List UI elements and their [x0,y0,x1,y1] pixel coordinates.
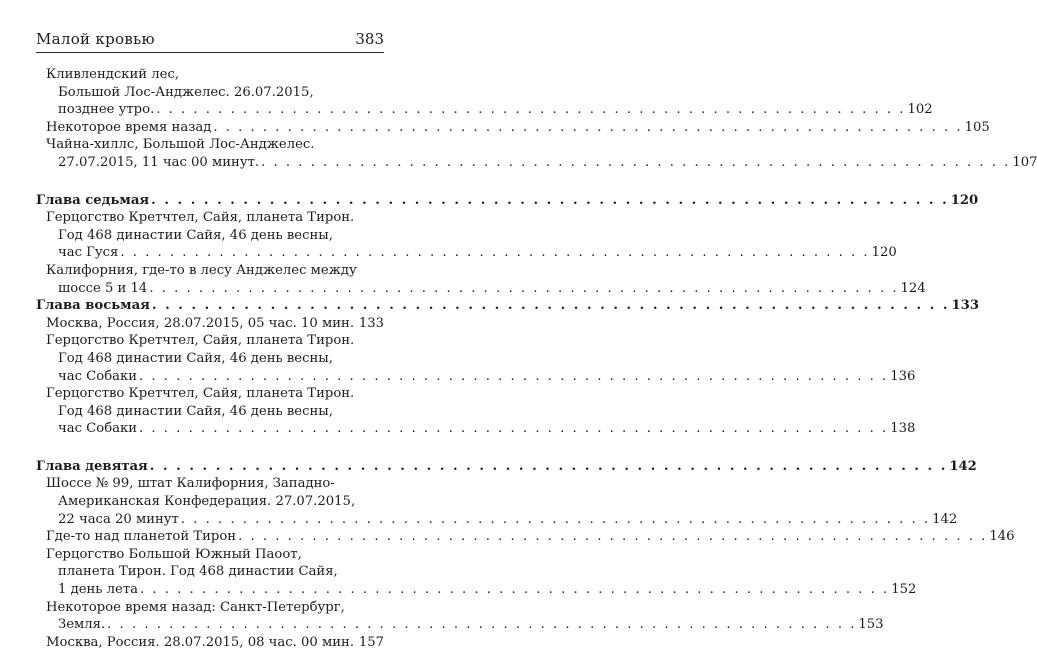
toc-line [36,528,1015,546]
toc-text: Глава девятая [36,458,148,474]
toc-line [36,66,384,84]
toc-gap [36,438,384,458]
toc-line [36,616,884,634]
toc-line [36,546,384,564]
toc-page-number: 136 [890,368,916,384]
leader-dots: . . . . . . . . . . . . . . . . . . . . . . . . . . . . . . . . . . . . . . . . . . . . . . . . . . . . . . . . . . . . . [151,192,949,208]
leader-dots: . . . . . . . . . . . . . . . . . . . . . . . . . . . . . . . . . . . . . . . . . . . . . . . . . . . . . . . . . . . . . [120,245,870,261]
toc-page-number: 105 [964,119,990,135]
leader-dots: . . . . . . . . . . . . . . . . . . . . . . . . . . . . . . . . . . . . . . . . . . . . . . . . . . . . . . . . . . . . . [107,617,857,633]
toc-line [36,154,1037,172]
table-of-contents [36,66,1037,651]
toc-line [36,385,384,403]
toc-text: Некоторое время назад [46,119,212,135]
toc-entry[interactable] [36,315,384,333]
toc-text: Герцогство Кретчтел, Сайя, планета Тирон. [46,210,355,226]
toc-entry[interactable] [36,209,897,262]
toc-text: позднее утро. [58,102,155,118]
leader-dots: . . . . . . . . . . . . . . . . . . . . . . . . . . . . . . . . . . . . . . . . . . . . . . . . . . . . . . . . . . . . . [238,529,988,545]
toc-text: 27.07.2015, 11 час 00 минут. [58,154,260,170]
toc-line [36,563,384,581]
toc-text: Шоссе № 99, штат Калифорния, Западно- [46,476,335,492]
toc-entry[interactable] [36,136,1037,171]
toc-line [36,403,384,421]
toc-line [36,244,897,262]
toc-gap [36,172,384,192]
toc-line [36,262,384,280]
toc-line [36,368,916,386]
leader-dots: . . . . . . . . . . . . . . . . . . . . . . . . . . . . . . . . . . . . . . . . . . . . . . . . . . . . . . . . . . . . . [149,458,948,474]
toc-line [36,581,917,599]
toc-line [36,634,384,651]
toc-line [36,227,384,245]
leader-dots: . . . . . . . . . . . . . . . . . . . . . . . . . . . . . . . . . . . . . . . . . . . . . . . . . . . . . . . . . . . . . [156,102,906,118]
leader-dots: . . . . . . . . . . . . . . . . . . . . . . . . . . . . . . . . . . . . . . . . . . . . . . . . . . . . . . . . . . . . . [149,280,899,296]
toc-text: Некоторое время назад: Санкт-Петербург, [46,599,345,615]
toc-text: час Собаки [58,421,138,437]
toc-page-number: 142 [932,511,958,527]
toc-page-number: 138 [890,421,916,437]
toc-page-number: 133 [951,298,979,314]
toc-line [36,280,926,298]
toc-text: Герцогство Большой Южный Паоот, [46,546,302,562]
toc-text: Чайна-хиллс, Большой Лос-Анджелес. [46,137,315,153]
toc-entry[interactable] [36,475,958,528]
toc-line [36,209,384,227]
leader-dots [356,315,357,333]
toc-text: Калифорния, где-то в лесу Анджелес между [46,262,357,278]
toc-text: Герцогство Кретчтел, Сайя, планета Тирон. [46,333,355,349]
toc-page-number: 107 [1012,154,1037,170]
running-title: Малой кровью [36,30,155,48]
toc-text: час Гуся [58,245,119,261]
toc-text: час Собаки [58,368,138,384]
toc-entry[interactable] [36,262,926,297]
toc-chapter[interactable] [36,297,979,315]
toc-line [36,332,384,350]
toc-line [36,192,979,210]
toc-text: Американская Конфедерация. 27.07.2015, [58,494,356,510]
toc-text: Большой Лос-Анджелес. 26.07.2015, [58,84,314,100]
leader-dots [356,634,357,651]
leader-dots: . . . . . . . . . . . . . . . . . . . . . . . . . . . . . . . . . . . . . . . . . . . . . . . . . . . . . . . . . . . . . [213,119,963,135]
toc-text: 22 часа 20 минут [58,511,179,527]
toc-page-number: 133 [358,315,384,331]
toc-entry[interactable] [36,119,990,137]
toc-text: Глава восьмая [36,298,150,314]
toc-text: Земля. [58,617,106,633]
header-rule [36,52,384,53]
toc-page-number: 153 [858,617,884,633]
toc-line [36,136,384,154]
toc-text: Глава седьмая [36,192,150,208]
toc-page-number: 146 [989,529,1015,545]
running-header [36,30,384,50]
toc-line [36,350,384,368]
leader-dots: . . . . . . . . . . . . . . . . . . . . . . . . . . . . . . . . . . . . . . . . . . . . . . . . . . . . . . . . . . . . . [140,582,890,598]
toc-line [36,511,958,529]
toc-text: Москва, Россия. 28.07.2015, 08 час. 00 мин. [46,634,355,650]
toc-text: Где-то над планетой Тирон [46,529,237,545]
toc-page-number: 102 [907,102,933,118]
leader-dots: . . . . . . . . . . . . . . . . . . . . . . . . . . . . . . . . . . . . . . . . . . . . . . . . . . . . . . . . . . . . . [151,298,950,314]
toc-page-number: 142 [949,458,977,474]
toc-page-number: 120 [871,245,897,261]
toc-line [36,475,384,493]
toc-line [36,420,916,438]
toc-line [36,101,933,119]
toc-text: Кливлендский лес, [46,67,180,82]
toc-text: шоссе 5 и 14 [58,280,148,296]
toc-line [36,493,384,511]
page-number: 383 [355,30,384,48]
toc-line [36,84,384,102]
toc-text: Герцогство Кретчтел, Сайя, планета Тирон. [46,386,355,402]
toc-line [36,119,990,137]
toc-text: планета Тирон. Год 468 династии Сайя, [58,564,338,580]
toc-text: Год 468 династии Сайя, 46 день весны, [58,403,333,419]
toc-entry[interactable] [36,385,916,438]
toc-entry[interactable] [36,332,916,385]
toc-line [36,599,384,617]
toc-page-number: 152 [891,582,917,598]
leader-dots: . . . . . . . . . . . . . . . . . . . . . . . . . . . . . . . . . . . . . . . . . . . . . . . . . . . . . . . . . . . . . [180,511,931,527]
toc-text: Год 468 династии Сайя, 46 день весны, [58,227,333,243]
toc-page-number: 124 [900,280,926,296]
toc-page-number: 157 [358,634,384,650]
toc-chapter[interactable] [36,192,979,210]
toc-text: 1 день лета [58,582,139,598]
toc-entry[interactable] [36,634,384,651]
toc-text: Год 468 династии Сайя, 46 день весны, [58,350,333,366]
toc-page-number: 120 [950,192,979,208]
leader-dots: . . . . . . . . . . . . . . . . . . . . . . . . . . . . . . . . . . . . . . . . . . . . . . . . . . . . . . . . . . . . . [261,154,1011,170]
toc-line [36,458,977,476]
toc-line [36,297,979,315]
toc-chapter[interactable] [36,458,977,476]
toc-text: Москва, Россия, 28.07.2015, 05 час. 10 мин. [46,315,355,331]
toc-entry[interactable] [36,546,917,599]
toc-entry[interactable] [36,599,884,634]
toc-entry[interactable] [36,528,1015,546]
leader-dots: . . . . . . . . . . . . . . . . . . . . . . . . . . . . . . . . . . . . . . . . . . . . . . . . . . . . . . . . . . . . . [139,421,889,437]
toc-entry[interactable] [36,66,933,119]
leader-dots: . . . . . . . . . . . . . . . . . . . . . . . . . . . . . . . . . . . . . . . . . . . . . . . . . . . . . . . . . . . . . [139,368,889,384]
toc-line [36,315,384,333]
